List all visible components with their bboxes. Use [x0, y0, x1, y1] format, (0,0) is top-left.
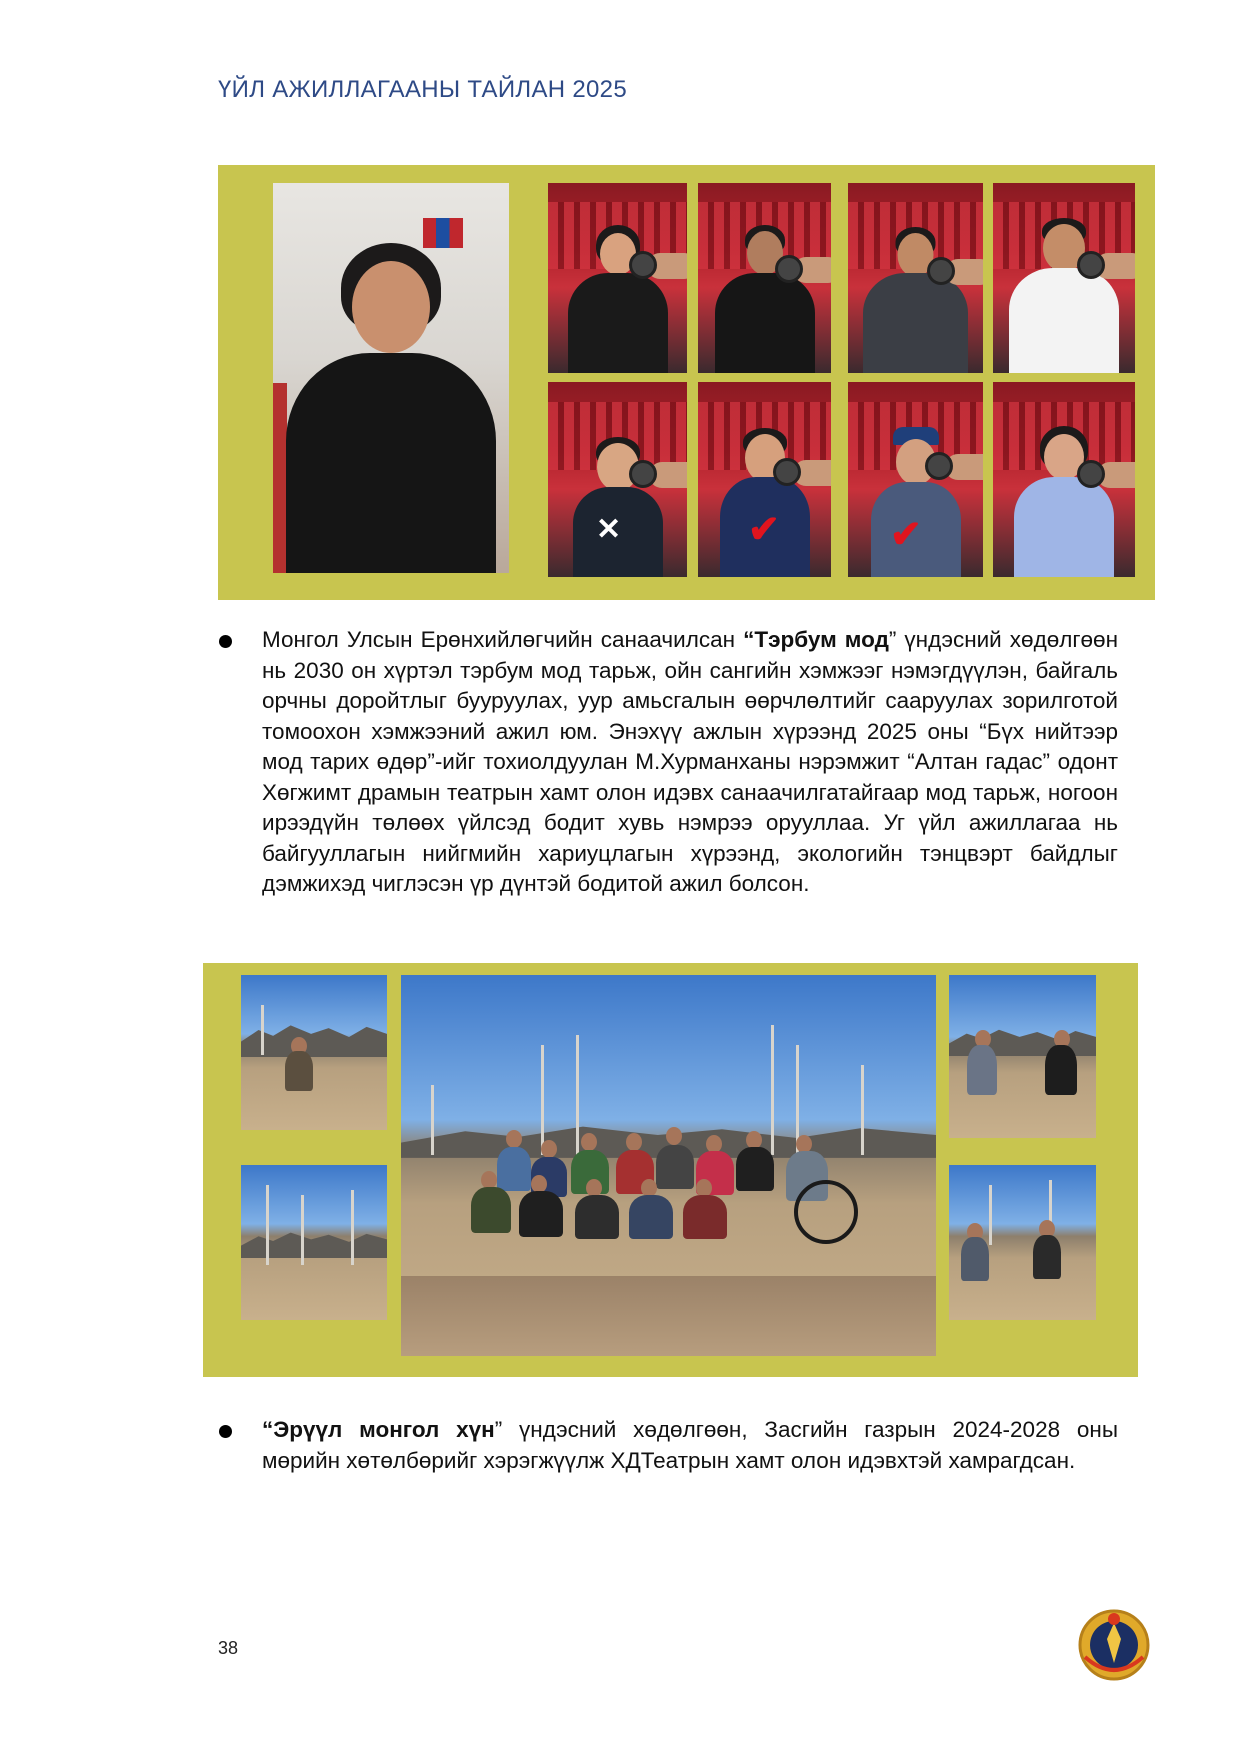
photo-interview-1 — [548, 183, 687, 373]
photo-interview-4 — [993, 183, 1135, 373]
paragraph2-bold: “Эрүүл монгол хүн — [262, 1417, 495, 1442]
healthy-mongolian-paragraph — [262, 1415, 1118, 1476]
paragraph2-rest: ” үндэсний хөдөлгөөн, Засгийн газрын 2024-2028 оны мөрийн хөтөлбөрийг хэрэгжүүлж ХДТеатрын хамт олон идэвхтэй хамрагдсан. — [262, 1417, 1118, 1473]
interview-photo-collage — [218, 165, 1155, 600]
paragraph1-rest: ” үндэсний хөдөлгөөн нь 2030 он хүртэл тэрбум мод тарьж, ойн сангийн хэмжээг нэмэгдүүлэн, байгаль орчны доройтлыг бууруулах, уур амьсгалын өөрчлөлтийг сааруулах зорилготой томоохон хэмжээний ажил юм. Энэхүү ажлын хүрээнд 2025 оны “Бүх нийтээр мод тарих өдөр”-ийг тохиолдуулан М.Хурманханы нэрэмжит “Алтан гадас” одонт Хөгжимт драмын театрын хамт олон идэвх санаачилгатайгаар мод тарьж, ногоон ирээдүйн төлөөх үйлсэд бодит хувь нэмрээ орууллаа. Уг үйл ажиллагаа нь байгууллагын нийгмийн хариуцлагын хүрээнд, экологийн тэнцвэрт байдлыг дэмжихэд чиглэсэн үр дүнтэй бодитой ажил болсон. — [262, 627, 1119, 896]
theater-emblem-icon — [1075, 1605, 1153, 1683]
paragraph1-lead: Монгол Улсын Ерөнхийлөгчийн санаачилсан — [262, 627, 744, 652]
photo-interview-2 — [698, 183, 831, 373]
cross-mark-icon: ✕ — [596, 513, 622, 546]
photo-child-3 — [848, 382, 983, 577]
tree-planting-photo-collage — [203, 963, 1138, 1377]
paragraph1-bold: “Тэрбум мод — [743, 627, 889, 652]
report-title: ҮЙЛ АЖИЛЛАГААНЫ ТАЙЛАН 2025 — [218, 76, 627, 103]
check-mark-icon: ✔ — [890, 514, 922, 556]
bullet-dot-icon — [219, 1425, 232, 1438]
photo-child-4 — [993, 382, 1135, 577]
photo-planting-small-3 — [949, 975, 1096, 1138]
photo-child-2 — [698, 382, 831, 577]
photo-child-1 — [548, 382, 687, 577]
check-mark-icon: ✔ — [748, 509, 780, 551]
photo-woman-portrait — [273, 183, 509, 573]
photo-interview-3 — [848, 183, 983, 373]
photo-planting-small-1 — [241, 975, 387, 1130]
photo-planting-small-4 — [949, 1165, 1096, 1320]
photo-planting-small-2 — [241, 1165, 387, 1320]
bullet-dot-icon — [219, 635, 232, 648]
page-number: 38 — [218, 1638, 239, 1658]
photo-group-planting — [401, 975, 936, 1356]
tree-planting-paragraph — [262, 625, 1118, 900]
